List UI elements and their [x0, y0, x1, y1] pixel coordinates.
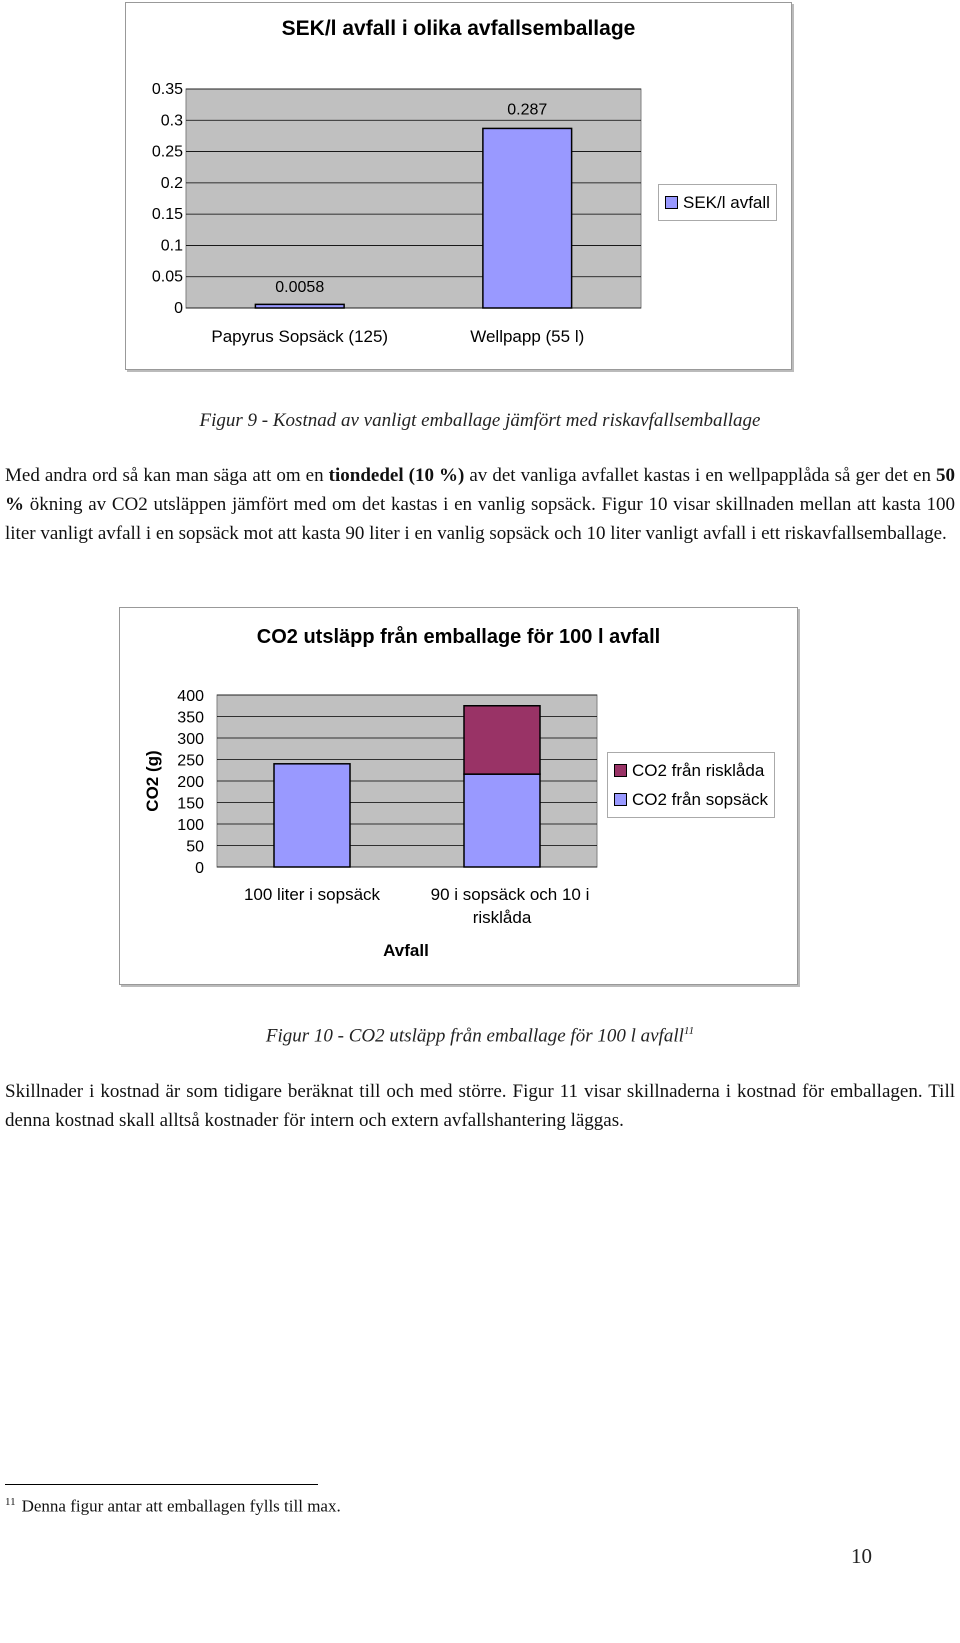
figure10-caption: [0, 1025, 960, 1047]
figure10-y-tick-label: 350: [177, 709, 204, 727]
figure9-y-tick-label: 0.35: [151, 81, 183, 98]
footnote: [5, 1496, 341, 1517]
page-number: 10: [851, 1544, 872, 1568]
legend-swatch-sopsack: [614, 793, 627, 806]
figure10-y-tick-label: 150: [177, 795, 204, 813]
figure9-plot-area: [186, 89, 641, 308]
legend-swatch-risklada: [614, 764, 627, 777]
paragraph1-text-1: Med andra ord så kan man säga att om en: [5, 465, 329, 486]
figure10-x-axis-title: Avfall: [383, 941, 429, 960]
figure10-bar-segment: [464, 706, 540, 774]
figure9-data-label: 0.287: [507, 101, 548, 119]
figure9-y-tick-label: 0.25: [151, 143, 183, 161]
figure10-y-tick-label: 100: [177, 817, 204, 834]
footnote-ref: 11: [683, 1025, 695, 1037]
paragraph1-bold-2: 50 %: [5, 465, 955, 515]
figure9-y-tick-label: 0: [174, 300, 183, 317]
figure9-x-tick-label: Wellpapp (55 l): [470, 327, 585, 346]
paragraph1-text-3: ökning av CO2 utsläppen jämfört med om det kastas i en vanlig sopsäck. Figur 10 visar skillnaden mellan att kasta 100 liter vanligt avfall i en sopsäck mot att kasta 90 liter i en vanlig sopsäck och 10 liter vanligt avfall i ett riskavfallsemballage.: [5, 494, 955, 544]
figure9-y-tick-label: 0.05: [151, 268, 183, 286]
figure9-y-tick-label: 0.15: [151, 206, 183, 224]
figure10-x-tick-label: 100 liter i sopsäck: [243, 885, 381, 904]
figure10-y-tick-label: 200: [177, 774, 204, 791]
figure10-x-tick-label: risklåda: [472, 908, 532, 927]
figure10-y-tick-label: 400: [177, 688, 204, 705]
figure10-y-axis-title: CO2 (g): [143, 750, 162, 812]
figure9-bar: [483, 128, 572, 308]
figure10-chart: [119, 607, 798, 985]
figure10-caption-text: Figur 10 - CO2 utsläpp från emballage för 100 l avfall: [265, 1025, 684, 1047]
figure9-chart-title: SEK/l avfall i olika avfallsemballage: [281, 17, 636, 40]
figure10-legend-item-sopsack: [614, 785, 768, 814]
footnote-divider: [5, 1484, 318, 1485]
figure10-y-tick-label: 0: [195, 860, 204, 877]
figure10-y-tick-label: 300: [177, 731, 204, 748]
paragraph1-text-2: av det vanliga avfallet kastas i en wellpapplåda så ger det en: [464, 465, 936, 486]
figure9-legend: [658, 184, 777, 221]
figure9-legend-item: [665, 188, 770, 217]
figure10-y-tick-label: 50: [186, 838, 204, 856]
footnote-text: Denna figur antar att emballagen fylls till max.: [21, 1496, 341, 1516]
figure10-y-tick-label: 250: [177, 752, 204, 770]
figure10-bar-segment: [274, 764, 350, 867]
body-paragraph-2: Skillnader i kostnad är som tidigare beräknat till och med större. Figur 11 visar skillnaderna i kostnad för emballagen. Till denna kostnad skall alltså kostnader för intern och extern avfallshantering läggas.: [5, 1081, 955, 1131]
legend-swatch-sek: [665, 196, 678, 209]
figure9-chart: [125, 2, 792, 370]
figure10-legend-item-risklada: [614, 756, 768, 785]
figure9-x-tick-label: Papyrus Sopsäck (125): [211, 327, 389, 346]
legend-label-sek: SEK/l avfall: [683, 192, 770, 212]
body-paragraph-1: [5, 461, 955, 548]
legend-label-risklada: CO2 från risklåda: [632, 760, 765, 780]
paragraph1-bold-1: tiondedel (10 %): [328, 465, 465, 486]
figure9-data-label: 0.0058: [275, 279, 325, 296]
figure10-chart-title: CO2 utsläpp från emballage för 100 l avfall: [256, 626, 661, 648]
figure10-bar-segment: [464, 774, 540, 867]
figure9-caption: Figur 9 - Kostnad av vanligt emballage jämfört med riskavfallsemballage: [199, 410, 761, 431]
footnote-number: 11: [5, 1496, 16, 1508]
figure10-x-tick-label: 90 i sopsäck och 10 i: [430, 885, 590, 904]
figure9-y-tick-label: 0.1: [160, 237, 183, 255]
legend-label-sopsack: CO2 från sopsäck: [632, 789, 769, 809]
figure9-bar: [255, 304, 344, 308]
figure9-y-tick-label: 0.3: [160, 112, 183, 130]
figure10-legend: [607, 752, 775, 818]
figure9-y-tick-label: 0.2: [160, 174, 183, 192]
